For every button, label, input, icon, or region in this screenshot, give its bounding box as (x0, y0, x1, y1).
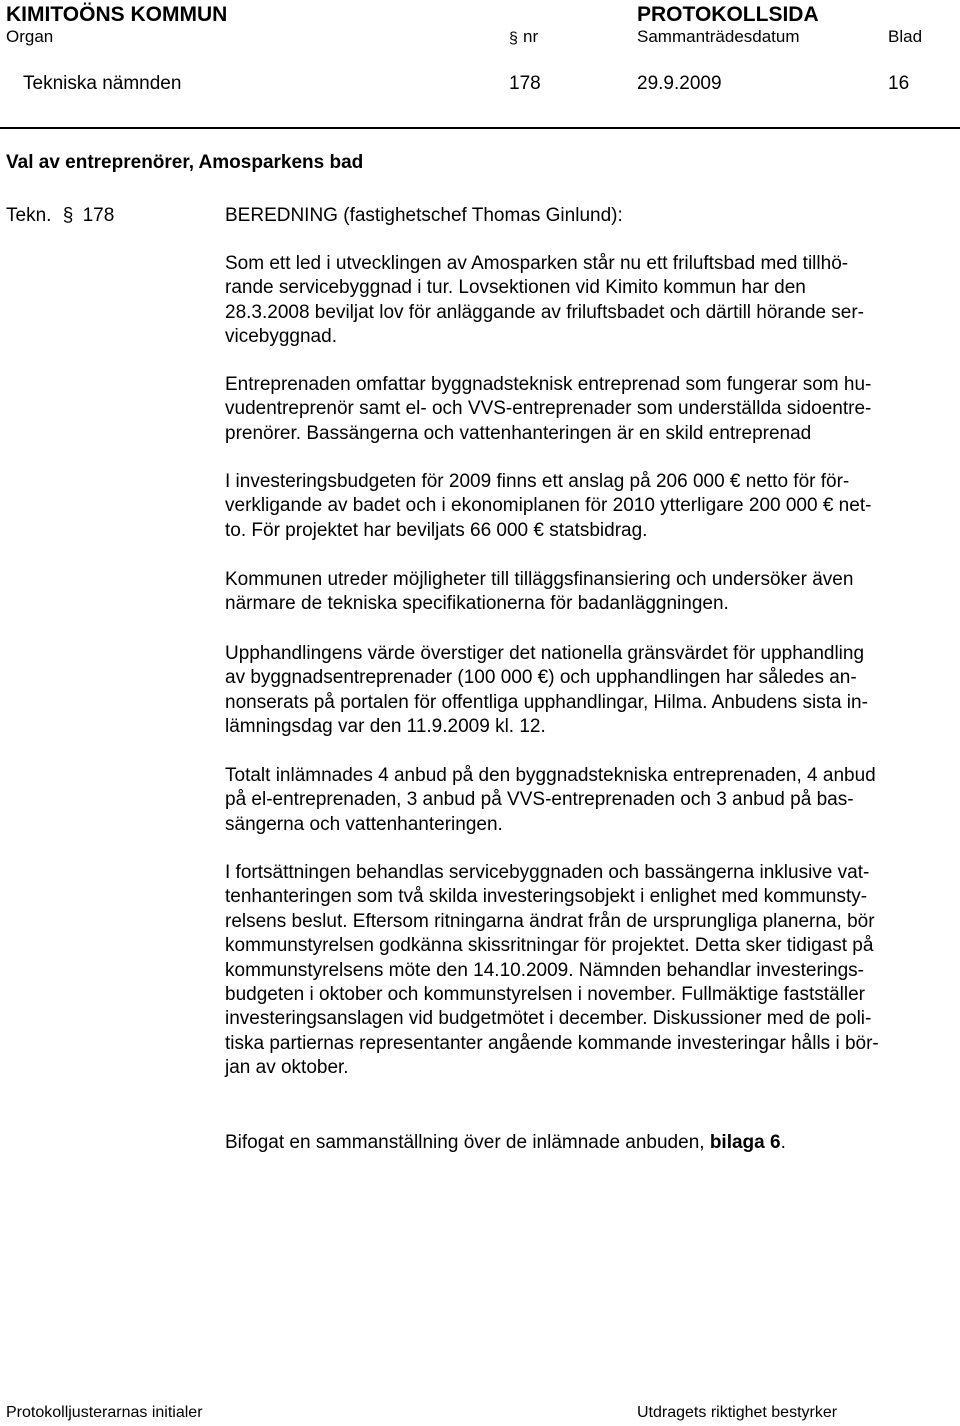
meeting-date-value: 29.9.2009 (637, 73, 722, 94)
paragraph-line: I investeringsbudgeten för 2009 finns ett anslag på 206 000 € netto för för- (225, 471, 850, 492)
header-divider (0, 127, 960, 129)
paragraph-line: tiska partiernas representanter angående kommande investeringar hålls i bör- (225, 1032, 879, 1054)
paragraph-line: investeringsanslagen vid budgetmötet i december. Diskussioner med de poli- (225, 1008, 872, 1030)
paragraph-sign-label: § (509, 30, 518, 47)
footer-initials-label: Protokolljusterarnas initialer (6, 1404, 203, 1421)
paragraph-line: närmare de tekniska specifikationerna för badanläggningen. (225, 593, 729, 615)
paragraph-line: vudentreprenör samt el- och VVS-entreprenader som underställda sidoentre- (225, 398, 872, 420)
paragraph-line: Entreprenaden omfattar byggnadsteknisk entreprenad som fungerar som hu- (225, 374, 872, 395)
paragraph-line: kommunstyrelsen godkänna skissritningar för projektet. Detta sker tidigast på (225, 935, 874, 957)
municipality-name: KIMITOÖNS KOMMUN (6, 3, 228, 26)
attachment-end: . (780, 1132, 786, 1153)
section-ref-label: Tekn. (6, 205, 52, 226)
paragraph-line: sängerna och vattenhanteringen. (225, 813, 503, 835)
paragraph-3 (225, 470, 960, 543)
page-type-title: PROTOKOLLSIDA (637, 3, 819, 26)
paragraph-line: kommunstyrelsens möte den 14.10.2009. Nämnden behandlar investerings- (225, 959, 864, 981)
paragraph-line: tenhanteringen som två skilda investeringsobjekt i enlighet med kommunsty- (225, 886, 868, 908)
paragraph-line: av byggnadsentreprenader (100 000 €) och upphandlingen har således an- (225, 667, 857, 689)
organ-value: Tekniska nämnden (23, 73, 182, 94)
paragraph-7 (225, 861, 960, 1081)
page-value: 16 (888, 73, 910, 94)
paragraph-2 (225, 373, 960, 446)
organ-label: Organ (6, 27, 54, 46)
paragraph-line: verkligande av badet och i ekonomiplanen för 2010 ytterligare 200 000 € net- (225, 495, 872, 517)
paragraph-line: rande servicebyggnad i tur. Lovsektionen vid Kimito kommun har den (225, 277, 806, 299)
paragraph-line: relsens beslut. Eftersom ritningarna ändrat från de ursprungliga planerna, bör (225, 910, 875, 932)
paragraph-line: prenörer. Bassängerna och vattenhanteringen är en skild entreprenad (225, 422, 812, 444)
paragraph-4 (225, 568, 960, 617)
section-ref (6, 205, 114, 227)
paragraph-line: to. För projektet har beviljats 66 000 € statsbidrag. (225, 519, 648, 541)
paragraph-line: jan av oktober. (225, 1057, 349, 1079)
footer-certification-label: Utdragets riktighet bestyrker (637, 1404, 838, 1421)
paragraph-line: Upphandlingens värde överstiger det nationella gränsvärdet för upphandling (225, 643, 865, 664)
paragraph-line: nonserats på portalen för offentliga upphandlingar, Hilma. Anbudens sista in- (225, 691, 868, 713)
paragraph-5 (225, 642, 960, 740)
attachment-ref: bilaga 6 (709, 1132, 781, 1153)
section-nr: 178 (82, 205, 115, 226)
paragraph-1 (225, 252, 960, 350)
paragraph-line: vicebyggnad. (225, 326, 337, 348)
paragraph-line: på el-entreprenaden, 3 anbud på VVS-entreprenaden och 3 anbud på bas- (225, 789, 854, 811)
nr-label: nr (523, 27, 539, 46)
paragraph-line: Totalt inlämnades 4 anbud på den byggnadstekniska entreprenaden, 4 anbud (225, 765, 876, 786)
nr-value: 178 (509, 73, 541, 94)
document-title: Val av entreprenörer, Amosparkens bad (6, 152, 364, 173)
attachment-text: Bifogat en sammanställning över de inlämnade anbuden, (225, 1132, 710, 1153)
attachment-line (225, 1131, 960, 1155)
paragraph-6 (225, 764, 960, 837)
paragraph-line: 28.3.2008 beviljat lov för anläggande av friluftsbadet och därtill hörande ser- (225, 301, 865, 323)
paragraph-line: Som ett led i utvecklingen av Amosparken står nu ett friluftsbad med tillhö- (225, 253, 849, 274)
meeting-date-label: Sammanträdesdatum (637, 27, 800, 46)
section-sign: § (62, 205, 74, 226)
preparation-heading: BEREDNING (fastighetschef Thomas Ginlund): (225, 205, 623, 226)
paragraph-line: Kommunen utreder möjligheter till tilläggsfinansiering och undersöker även (225, 569, 854, 590)
paragraph-line: I fortsättningen behandlas servicebyggnaden och bassängerna inklusive vat- (225, 862, 870, 883)
attachment-note (225, 1131, 960, 1155)
page-label: Blad (888, 27, 923, 46)
paragraph-line: budgeten i oktober och kommunstyrelsen i november. Fullmäktige fastställer (225, 984, 865, 1006)
paragraph-line: lämningsdag var den 11.9.2009 kl. 12. (225, 716, 546, 738)
